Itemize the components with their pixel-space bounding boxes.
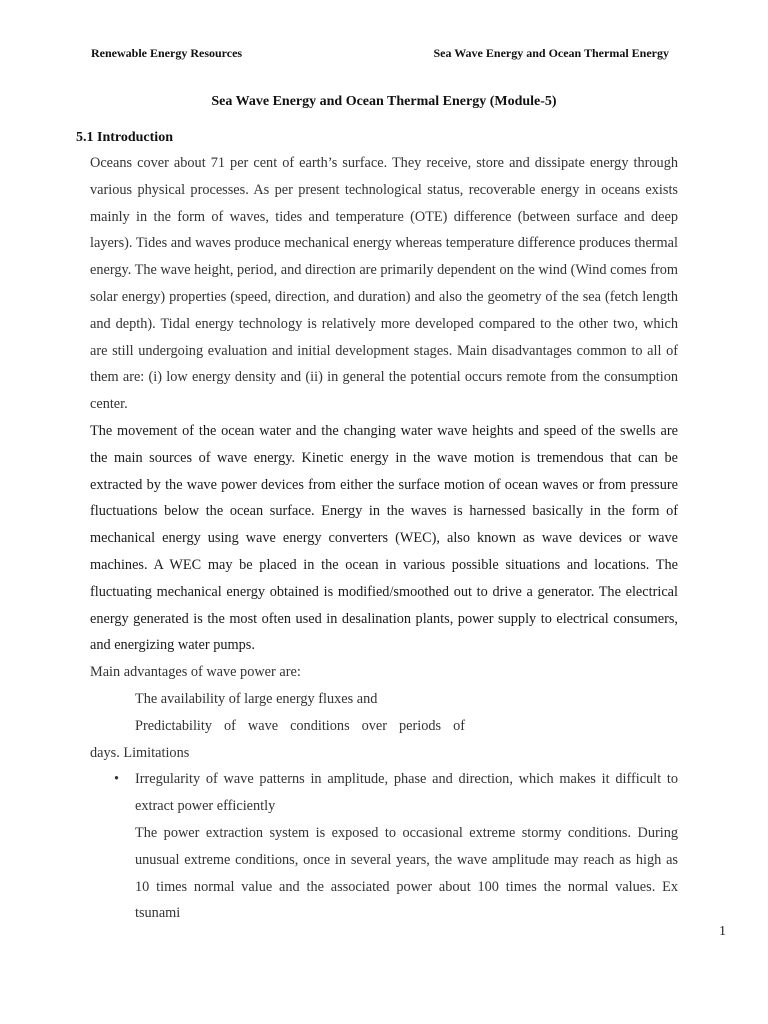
limitation-item <box>90 820 678 927</box>
advantage-text: Predictability of wave conditions over periods of <box>135 717 465 734</box>
document-title: Sea Wave Energy and Ocean Thermal Energy (Module-5) <box>211 94 557 109</box>
bullet-icon: • <box>114 771 120 788</box>
page-number: 1 <box>719 924 726 939</box>
advantage-item <box>90 686 678 713</box>
advantage-text: The availability of large energy fluxes and <box>135 690 378 707</box>
running-header-right: Sea Wave Energy and Ocean Thermal Energy <box>433 46 669 60</box>
advantage-item <box>90 713 678 740</box>
intro-paragraph: Oceans cover about 71 per cent of earth’s surface. They receive, store and dissipate energy through various physical processes. As per present technological status, recoverable energy in oceans exists mainly in the form of waves, tides and temperature (OTE) difference (between surface and deep layers). Tides and waves produce mechanical energy whereas temperature difference produces thermal energy. The wave height, period, and direction are primarily dependent on the wind (Wind comes from solar energy) properties (speed, direction, and duration) and also the geometry of the sea (fetch length and depth). Tidal energy technology is relatively more developed compared to the other two, which are still undergoing evaluation and initial development stages. Main disadvantages common to all of them are: (i) low energy density and (ii) in general the potential occurs remote from the consumption center. <box>90 155 678 413</box>
limitation-item <box>90 766 678 820</box>
limitation-text: The power extraction system is exposed to occasional extreme stormy conditions. During unusual extreme conditions, once in several years, the wave amplitude may reach as high as 10 times normal value and the associated power about 100 times the normal values. Ex tsunami <box>135 824 678 922</box>
section-heading: 5.1 Introduction <box>76 130 173 145</box>
advantages-intro: Main advantages of wave power are: <box>90 664 301 681</box>
limitation-text: Irregularity of wave patterns in amplitude, phase and direction, which makes it difficult to extract power efficiently <box>135 771 678 815</box>
wave-energy-paragraph: The movement of the ocean water and the changing water wave heights and speed of the swells are the main sources of wave energy. Kinetic energy in the wave motion is tremendous that can be extracted by the wave power devices from either the surface motion of ocean waves or from pressure fluctuations below the ocean surface. Energy in the waves is harnessed basically in the form of mechanical energy using wave energy converters (WEC), also known as wave devices or wave machines. A WEC may be placed in the ocean in various possible situations and locations. The fluctuating mechanical energy obtained is modified/smoothed out to drive a generator. The electrical energy generated is the most often used in desalination plants, power supply to electrical consumers, and energizing water pumps. <box>90 422 678 654</box>
limitations-heading: days. Limitations <box>90 744 190 761</box>
running-header-left: Renewable Energy Resources <box>91 46 243 60</box>
body-content <box>90 150 678 927</box>
